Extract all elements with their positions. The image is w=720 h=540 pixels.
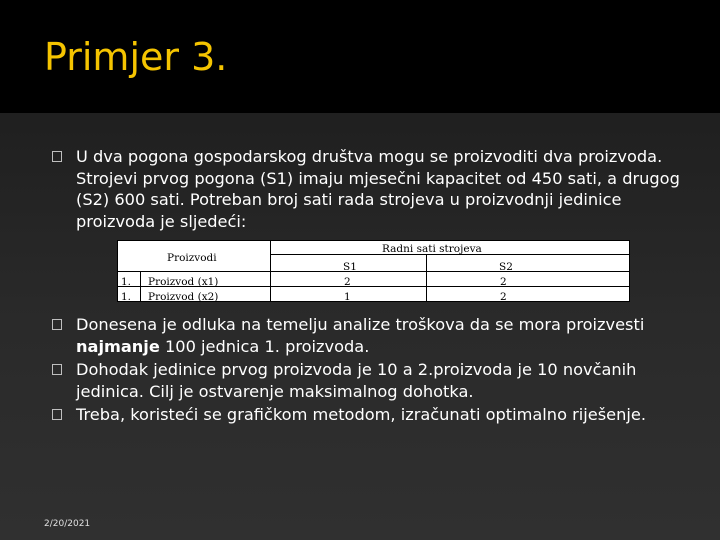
bullet-intro [50, 146, 690, 232]
bullet-icon [52, 364, 62, 375]
row-num: 1. [121, 291, 132, 303]
table-line [117, 240, 270, 241]
bullet-decision [50, 314, 690, 357]
row-s1: 1 [344, 291, 351, 303]
row-name: Proizvod (x1) [148, 276, 219, 288]
bullet-decision-post: 100 jednica 1. proizvoda. [159, 336, 370, 356]
header-s2: S2 [499, 261, 513, 273]
bullet-list [50, 314, 690, 426]
bullet-income-text: Dohodak jedinice prvog proizvoda je 10 a 2.proizvoda je 10 novčanih jedinica. Cilj je ostvarenje maksimalnog dohotka. [76, 360, 637, 401]
hours-table [117, 240, 630, 302]
bullet-decision-bold: najmanje [76, 336, 160, 356]
row-name: Proizvod (x2) [148, 291, 219, 303]
header-s1: S1 [343, 261, 357, 273]
bullet-task-text: Treba, koristeći se grafičkom metodom, izračunati optimalno riješenje. [76, 405, 646, 424]
row-num: 1. [121, 276, 132, 288]
table-line [426, 254, 427, 302]
bullet-income [50, 359, 690, 402]
bullet-task [50, 404, 690, 426]
row-s2: 2 [500, 276, 507, 288]
slide-content [50, 146, 690, 428]
table-line [140, 271, 141, 302]
bullet-icon [52, 319, 62, 330]
row-s1: 2 [344, 276, 351, 288]
bullet-decision-pre: Donesena je odluka na temelju analize troškova da se mora proizvesti [76, 315, 645, 334]
bullet-icon [52, 151, 62, 162]
header-radni-sati: Radni sati strojeva [382, 243, 482, 255]
header-proizvodi: Proizvodi [167, 252, 217, 264]
row-s2: 2 [500, 291, 507, 303]
bullet-intro-text: U dva pogona gospodarskog društva mogu se proizvoditi dva proizvoda. Strojevi prvog pogona (S1) imaju mjesečni kapacitet od 450 sati, a drugog (S2) 600 sati. Potreban broj sati rada strojeva u proizvodnji jedinice proizvoda je sljedeći: [76, 147, 680, 231]
slide-title: Primjer 3. [44, 35, 228, 79]
bullet-icon [52, 409, 62, 420]
slide-date: 2/20/2021 [44, 519, 91, 529]
